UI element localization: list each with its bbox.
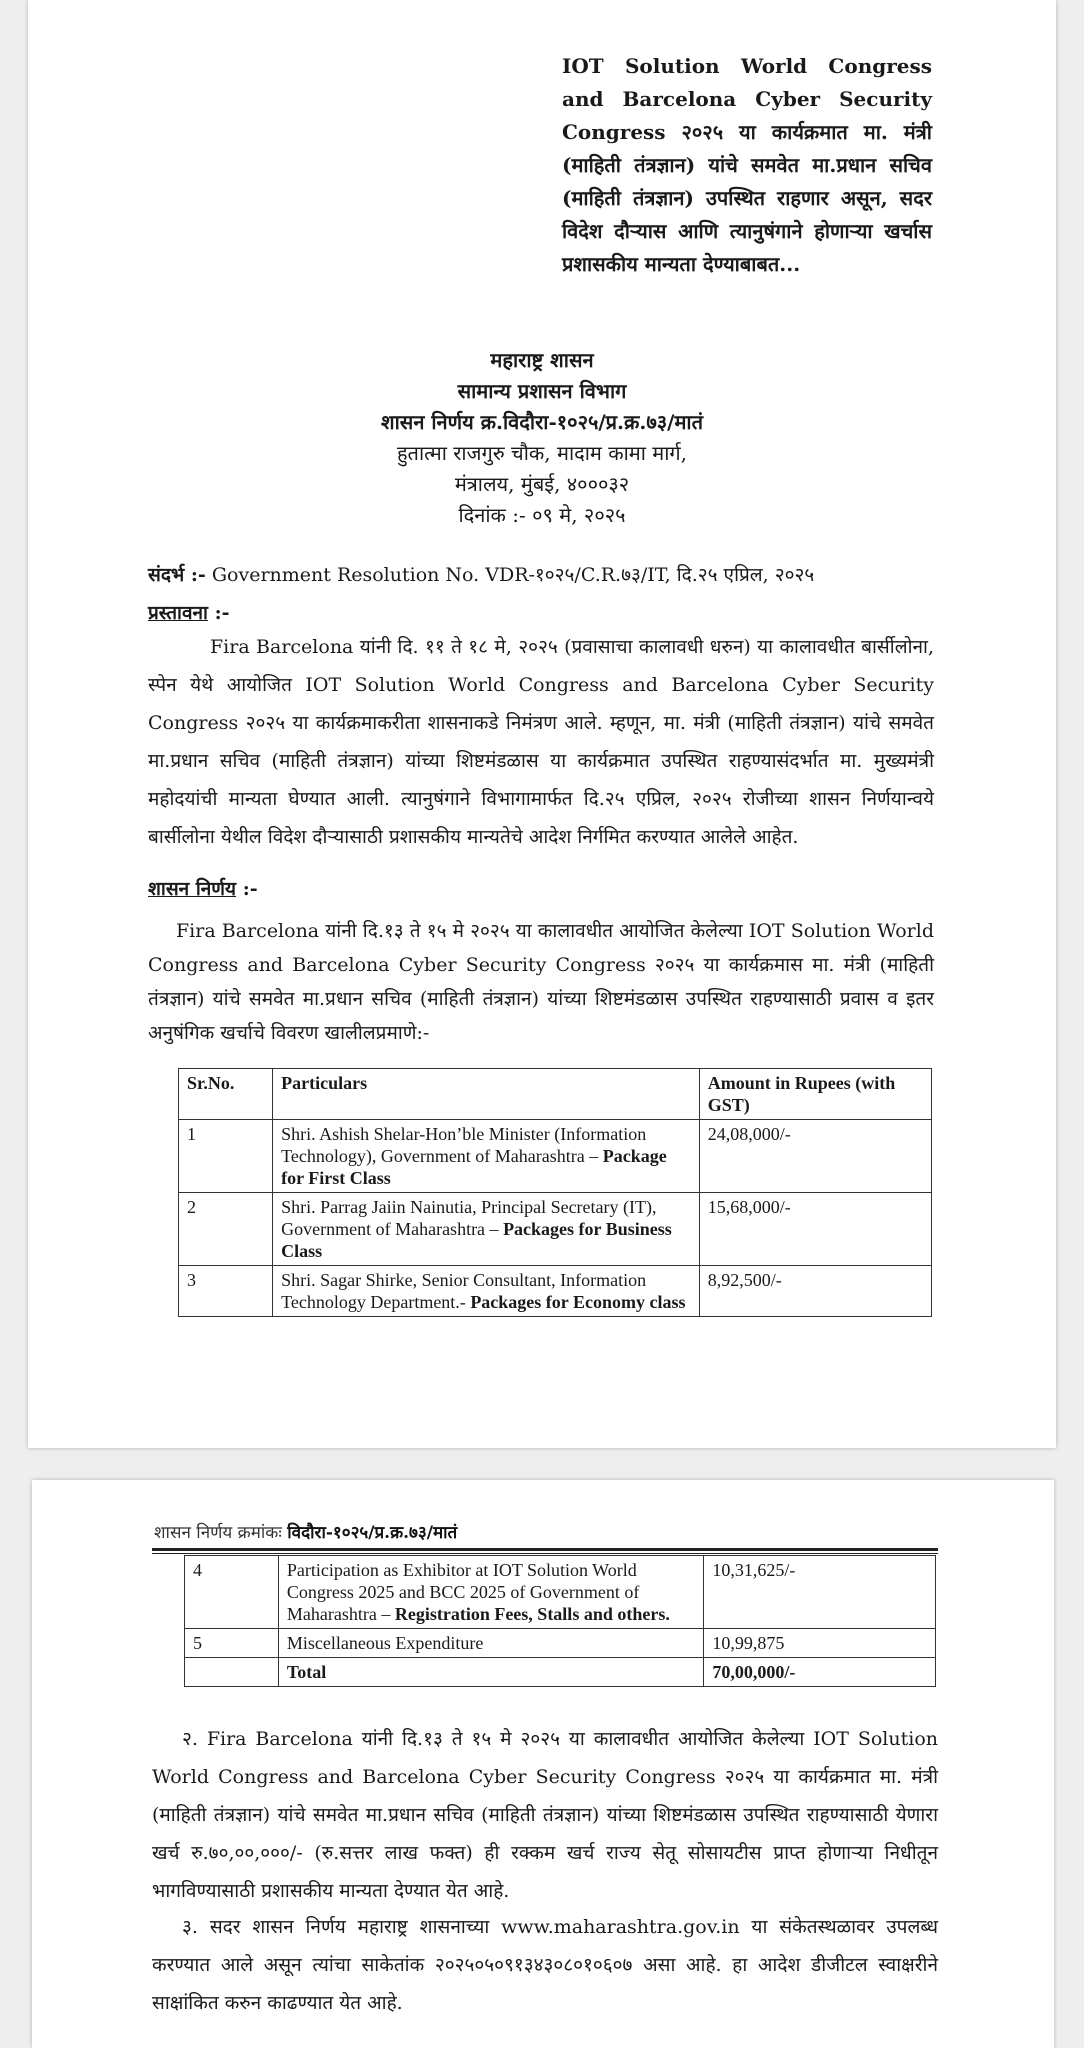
row-srno: 4 xyxy=(185,1556,279,1629)
decision-heading-suffix: :- xyxy=(236,878,258,900)
row-amount: 15,68,000/- xyxy=(699,1193,931,1266)
document-page-2 xyxy=(32,1480,1054,2048)
header-amount: Amount in Rupees (with GST) xyxy=(699,1069,931,1120)
table-row xyxy=(185,1556,936,1629)
page-running-header xyxy=(154,1520,457,1543)
subject-block: IOT Solution World Congress and Barcelona Cyber Security Congress २०२५ या कार्यक्रमात मा. मंत्री (माहिती तंत्रज्ञान) यांचे समवेत मा.प्रधान सचिव (माहिती तंत्रज्ञान) उपस्थित राहणार असून, सदर विदेश दौऱ्यास आणि त्यानुषंगाने होणाऱ्या खर्चास प्रशासकीय मान्यता देण्याबाबत... xyxy=(562,54,932,276)
row-particulars xyxy=(273,1193,700,1266)
row-particulars xyxy=(278,1556,703,1629)
paragraph-2-number: २. xyxy=(182,1728,198,1750)
running-header-prefix: शासन निर्णय क्रमांकः xyxy=(154,1523,282,1543)
table-row xyxy=(179,1193,932,1266)
paragraph-2 xyxy=(152,1720,938,1910)
row-particulars: Miscellaneous Expenditure xyxy=(278,1629,703,1658)
preamble-heading: प्रस्तावना xyxy=(148,602,208,624)
header-rule-thin xyxy=(152,1553,938,1554)
reference-label: संदर्भ :- xyxy=(148,564,206,586)
row-srno xyxy=(185,1658,279,1687)
decision-paragraph: Fira Barcelona यांनी दि.१३ ते १५ मे २०२५ या कालावधीत आयोजित केलेल्या IOT Solution World Congress and Barcelona Cyber Security Congress २०२५ या कार्यक्रमास मा. मंत्री (माहिती तंत्रज्ञान) यांचे समवेत मा.प्रधान सचिव (माहिती तंत्रज्ञान) यांच्या शिष्टमंडळास उपस्थित राहण्यासाठी प्रवास व इतर अनुषंगिक खर्चाचे विवरण खालीलप्रमाणे:- xyxy=(148,920,934,1044)
row-srno: 1 xyxy=(179,1120,273,1193)
reference-text: Government Resolution No. VDR-१०२५/C.R.७३/IT, दि.२५ एप्रिल, २०२५ xyxy=(211,564,815,586)
table-row xyxy=(179,1266,932,1317)
header-srno: Sr.No. xyxy=(179,1069,273,1120)
total-label: Total xyxy=(278,1658,703,1687)
paragraph-3 xyxy=(152,1908,938,2022)
row-srno: 2 xyxy=(179,1193,273,1266)
address-line-1: हुतात्मा राजगुरु चौक, मादाम कामा मार्ग, xyxy=(396,441,688,465)
preamble-heading-suffix: :- xyxy=(207,602,230,624)
paragraph-3-number: ३. xyxy=(182,1916,198,1938)
decision-heading: शासन निर्णय xyxy=(148,878,237,900)
row-srno: 5 xyxy=(185,1629,279,1658)
row-text: Shri. Sagar Shirke, Senior Consultant, Information Technology Department.- xyxy=(281,1270,647,1312)
decision-heading-line xyxy=(148,870,934,908)
row-text: Shri. Parrag Jaiin Nainutia, Principal Secretary (IT), Government of Maharashtra – xyxy=(281,1197,657,1239)
row-srno: 3 xyxy=(179,1266,273,1317)
row-amount: 24,08,000/- xyxy=(699,1120,931,1193)
resolution-number: शासन निर्णय क्र.विदौरा-१०२५/प्र.क्र.७३/मातं xyxy=(381,410,703,434)
issuing-authority-header xyxy=(28,345,1056,531)
reference-line xyxy=(148,556,934,594)
row-particulars xyxy=(273,1120,700,1193)
row-bold-text: Package for First Class xyxy=(281,1146,667,1188)
department-name: सामान्य प्रशासन विभाग xyxy=(457,379,627,403)
header-particulars: Particulars xyxy=(273,1069,700,1120)
address-line-2: मंत्रालय, मुंबई, ४०००३२ xyxy=(454,472,630,496)
row-bold-text: Packages for Business Class xyxy=(281,1219,672,1261)
expenditure-table xyxy=(178,1068,932,1317)
row-text: Participation as Exhibitor at IOT Solution World Congress 2025 and BCC 2025 of Government of Maharashtra – xyxy=(286,1560,640,1624)
document-page-1 xyxy=(28,0,1056,1448)
resolution-date: दिनांक :- ०९ मे, २०२५ xyxy=(458,503,626,527)
header-rule-thick xyxy=(152,1548,938,1551)
table-header-row xyxy=(179,1069,932,1120)
paragraph-2-text: Fira Barcelona यांनी दि.१३ ते १५ मे २०२५ या कालावधीत आयोजित केलेल्या IOT Solution World Congress and Barcelona Cyber Security Congress २०२५ या कार्यक्रमात मा. मंत्री (माहिती तंत्रज्ञान) यांचे समवेत मा.प्रधान सचिव (माहिती तंत्रज्ञान) यांच्या शिष्टमंडळास उपस्थित राहण्यासाठी येणारा खर्च रु.७०,००,०००/- (रु.सत्तर लाख फक्त) ही रक्कम खर्च राज्य सेतू सोसायटीस प्राप्त होणाऱ्या निधीतून भागविण्यासाठी प्रशासकीय मान्यता देण्यात येत आहे. xyxy=(152,1728,938,1902)
row-text: Shri. Ashish Shelar-Hon’ble Minister (Information Technology), Government of Maharashtra – xyxy=(281,1124,647,1166)
row-amount: 8,92,500/- xyxy=(699,1266,931,1317)
row-particulars xyxy=(273,1266,700,1317)
row-amount: 10,99,875 xyxy=(704,1629,936,1658)
preamble-heading-line xyxy=(148,594,934,632)
total-amount: 70,00,000/- xyxy=(704,1658,936,1687)
row-bold-text: Registration Fees, Stalls and others. xyxy=(394,1604,670,1624)
row-amount: 10,31,625/- xyxy=(704,1556,936,1629)
running-header-number: विदौरा-१०२५/प्र.क्र.७३/मातं xyxy=(287,1523,458,1543)
table-total-row xyxy=(185,1658,936,1687)
paragraph-3-text: सदर शासन निर्णय महाराष्ट्र शासनाच्या www.maharashtra.gov.in या संकेतस्थळावर उपलब्ध करण्यात आले असून त्यांचा साकेतांक २०२५०५०९१३४३०८०१०६०७ असा आहे. हा आदेश डीजीटल स्वाक्षरीने साक्षांकित करुन काढण्यात येत आहे. xyxy=(152,1916,938,2014)
table-row xyxy=(185,1629,936,1658)
expenditure-table-continued xyxy=(184,1555,936,1687)
preamble-paragraph: Fira Barcelona यांनी दि. ११ ते १८ मे, २०२५ (प्रवासाचा कालावधी धरुन) या कालावधीत बार्सीलोना, स्पेन येथे आयोजित IOT Solution World Congress and Barcelona Cyber Security Congress २०२५ या कार्यक्रमाकरीता शासनाकडे निमंत्रण आले. म्हणून, मा. मंत्री (माहिती तंत्रज्ञान) यांचे समवेत मा.प्रधान सचिव (माहिती तंत्रज्ञान) यांच्या शिष्टमंडळास या कार्यक्रमात उपस्थित राहण्यासंदर्भात मा. मुख्यमंत्री महोदयांची मान्यता घेण्यात आली. त्यानुषंगाने विभागामार्फत दि.२५ एप्रिल, २०२५ रोजीच्या शासन निर्णयान्वये बार्सीलोना येथील विदेश दौऱ्यासाठी प्रशासकीय मान्यतेचे आदेश निर्गमित करण्यात आलेले आहेत. xyxy=(148,636,934,848)
government-name: महाराष्ट्र शासन xyxy=(490,348,594,372)
row-bold-text: Packages for Economy class xyxy=(470,1292,686,1312)
table-row xyxy=(179,1120,932,1193)
